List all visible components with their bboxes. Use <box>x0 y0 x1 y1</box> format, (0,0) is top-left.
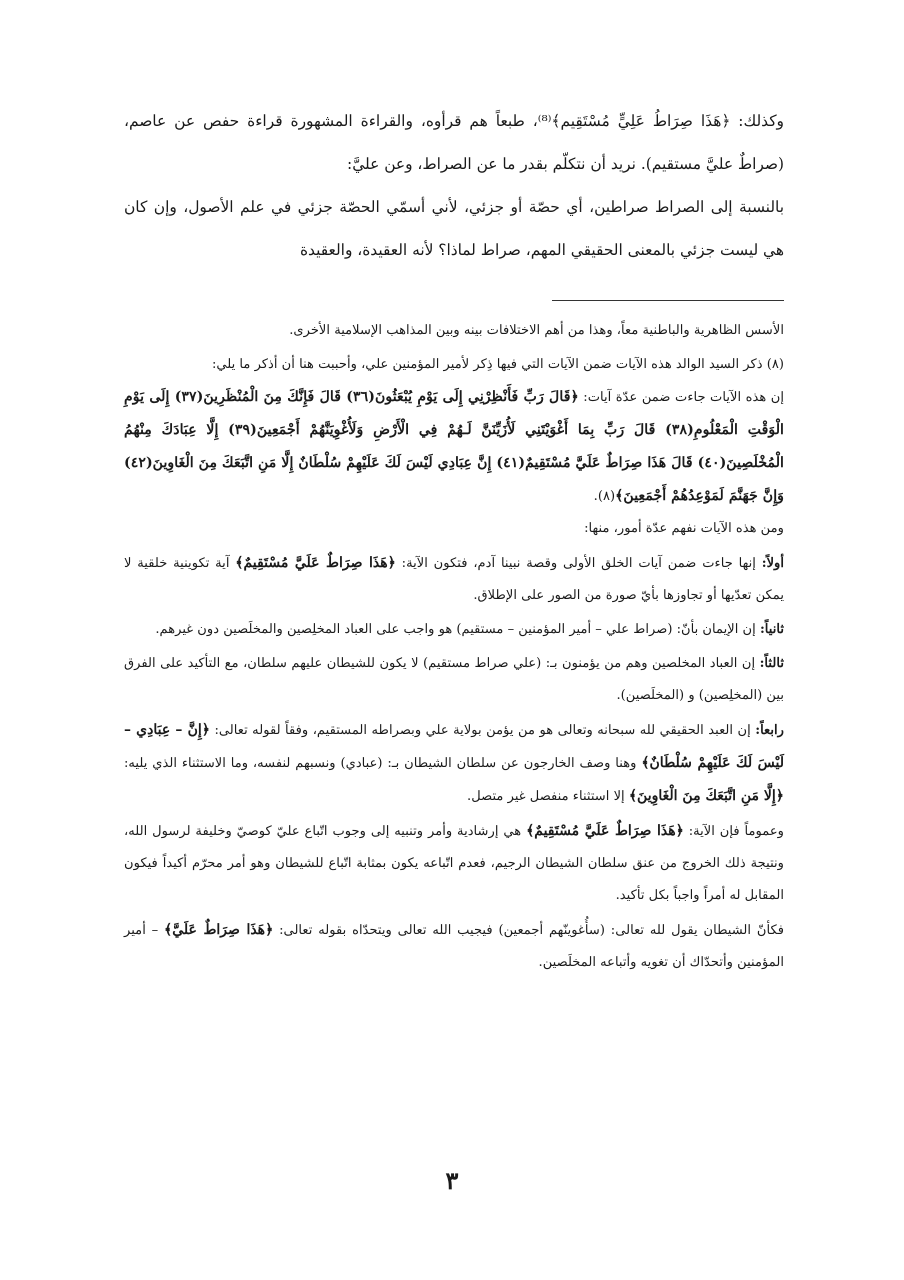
point-fourth-lead: رابعاً: <box>755 723 784 738</box>
point-second-text: إن الإيمان بأنّ: (صراط علي – أمير المؤمنين – مستقيم) هو واجب على العباد المخلِصين والمخلَصين دون غيرهم. <box>155 622 760 637</box>
general-note <box>124 815 784 912</box>
verses-ref: (٨). <box>593 489 616 504</box>
point-first-lead: أولاً: <box>761 556 784 571</box>
point-fourth-text-2: وهنا وصف الخارجون عن سلطان الشيطان بـ: (عبادي) ونسبهم لنفسه، وما الاستثناء الذي يليه: <box>124 756 642 771</box>
point-first-text: إنها جاءت ضمن آيات الخلق الأولى وقصة نبينا آدم‏، فتكون الآية: <box>395 556 762 571</box>
point-first <box>124 547 784 612</box>
general-text-2: هي إرشادية وأمر وتنبيه إلى وجوب اتّباع عليّ كوصيّ وخليفة لرسول الله‏، ونتيجة ذلك الخروج من عنق سلطان الشيطان الرجيم، فعدم اتّباعه يكون بمثابة اتّباع للشيطان وهو أمر محرّم أكيداً فيكون المقابل له أمراً واجباً بكل تأكيد. <box>124 824 784 903</box>
point-fourth <box>124 714 784 813</box>
footnotes-section <box>124 315 784 979</box>
point-second <box>124 614 784 646</box>
closing-text-2: – أمير المؤمنين وأتحدّاك أن تغويه وأتباعه المخلَصين. <box>124 923 784 970</box>
general-text: وعموماً فإن الآية: <box>683 824 784 839</box>
point-first-ayah: ﴿هَذَا صِرَاطٌ عَلَيَّ مُسْتَقِيمٌ﴾ <box>235 555 396 571</box>
point-third-lead: ثالثاً: <box>759 656 784 671</box>
quran-verses-block <box>124 381 784 513</box>
from-these-verses: ومن هذه الآيات نفهم عدّة أمور، منها: <box>584 521 784 536</box>
general-ayah: ﴿هَذَا صِرَاطٌ عَلَيَّ مُسْتَقِيمٌ﴾ <box>526 823 684 839</box>
point-fourth-text: إن العبد الحقيقي لله سبحانه وتعالى هو من يؤمن بولاية علي وبصراطه المستقيم، وفقاً لقوله تعالى: <box>209 723 756 738</box>
footnote-divider <box>552 300 784 301</box>
page-number: ٣ <box>445 1166 459 1195</box>
point-first-text-2: آية تكوينية خلقية لا يمكن تعدّيها أو تجاوزها بأيّ صورة من الصور على الإطلاق. <box>124 556 784 603</box>
document-page <box>124 100 784 1265</box>
closing-text: فكأنّ الشيطان يقول لله تعالى: (سأُغوينّهم أجمعين) فيجيب الله تعالى ويتحدّاه بقوله تعالى: <box>273 923 784 938</box>
point-third-text: إن العباد المخلصين وهم من يؤمنون بـ: (علي صراط مستقيم) لا يكون للشيطان عليهم سلطان، مع التأكيد على الفرق بين (المخلِصين) و (المخلَصين). <box>124 656 784 703</box>
closing-note <box>124 914 784 979</box>
point-fourth-text-3: إلا استثناء منفصل غير متصل. <box>467 789 629 804</box>
point-second-lead: ثانياً: <box>759 622 784 637</box>
closing-ayah: ﴿هَذَا صِرَاطٌ عَلَيَّ﴾ <box>164 922 274 938</box>
quran-verses: ﴿قَالَ رَبِّ فَأَنْظِرْنِي إِلَى يَوْمِ يُبْعَثُونَ(٣٦) قَالَ فَإِنَّكَ مِنَ الْمُنْظَرِينَ(٣٧) إِلَى يَوْمِ الْوَقْتِ الْمَعْلُومِ(٣٨) قَالَ رَبِّ بِمَا أَغْوَيْتَنِي لَأُزَيِّنَنَّ لَـهُمْ فِي الْأَرْضِ وَلَأُغْوِيَنَّهُمْ أَجْمَعِينَ(٣٩) إِلَّا عِبَادَكَ مِنْهُمُ الْمُخْلَصِينَ(٤٠) قَالَ هَذَا صِرَاطٌ عَلَيَّ مُسْتَقِيمٌ(٤١) إِنَّ عِبَادِي لَيْسَ لَكَ عَلَيْهِمْ سُلْطَانٌ إِلَّا مَنِ اتَّبَعَكَ مِنَ الْغَاوِينَ(٤٢) وَإِنَّ جَهَنَّمَ لَمَوْعِدُهُمْ أَجْمَعِينَ﴾ <box>124 389 784 504</box>
point-fourth-ayah-2: ﴿إِلَّا مَنِ اتَّبَعَكَ مِنَ الْغَاوِينَ﴾ <box>628 788 784 804</box>
body-paragraph-2: بالنسبة إلى الصراط صراطين، أي حصّة أو جزئي، لأني أسمّي الحصّة جزئي في علم الأصول، وإن كان هي ليست جزئي بالمعنى الحقيقي المهم، صراط لماذا؟ لأنه العقيدة، والعقيدة <box>124 198 784 259</box>
point-fourth-ayah: ﴿إِنَّ – عِبَادِي – لَيْسَ لَكَ عَلَيْهِمْ سُلْطَانٌ﴾ <box>124 722 784 771</box>
footnote-8-intro: (٨) ذكر السيد الوالد‏ هذه الآيات ضمن الآيات التي فيها ذِكر لأمير المؤمنين علي‏، وأحببت هنا أن أذكر ما يلي: <box>211 357 784 372</box>
point-third <box>124 648 784 712</box>
main-body <box>124 100 784 272</box>
footnote-continuation: الأسس الظاهرية والباطنية معاً، وهذا من أهم الاختلافات بينه وبين المذاهب الإسلامية الأخرى. <box>289 323 784 338</box>
verses-intro: إن هذه الآيات جاءت ضمن عدّة آيات: <box>583 390 784 405</box>
body-paragraph-1: وكذلك: ﴿هَذَا صِرَاطُ عَلِيٍّ مُسْتَقِيم﴾⁽⁸⁾، طبعاً هم قرأوه، والقراءة المشهورة قراءة حفص عن عاصم، (صراطٌ عليَّ مستقيم). نريد أن نتكلّم بقدر ما عن الصراط، وعن عليَّ: <box>124 112 784 173</box>
